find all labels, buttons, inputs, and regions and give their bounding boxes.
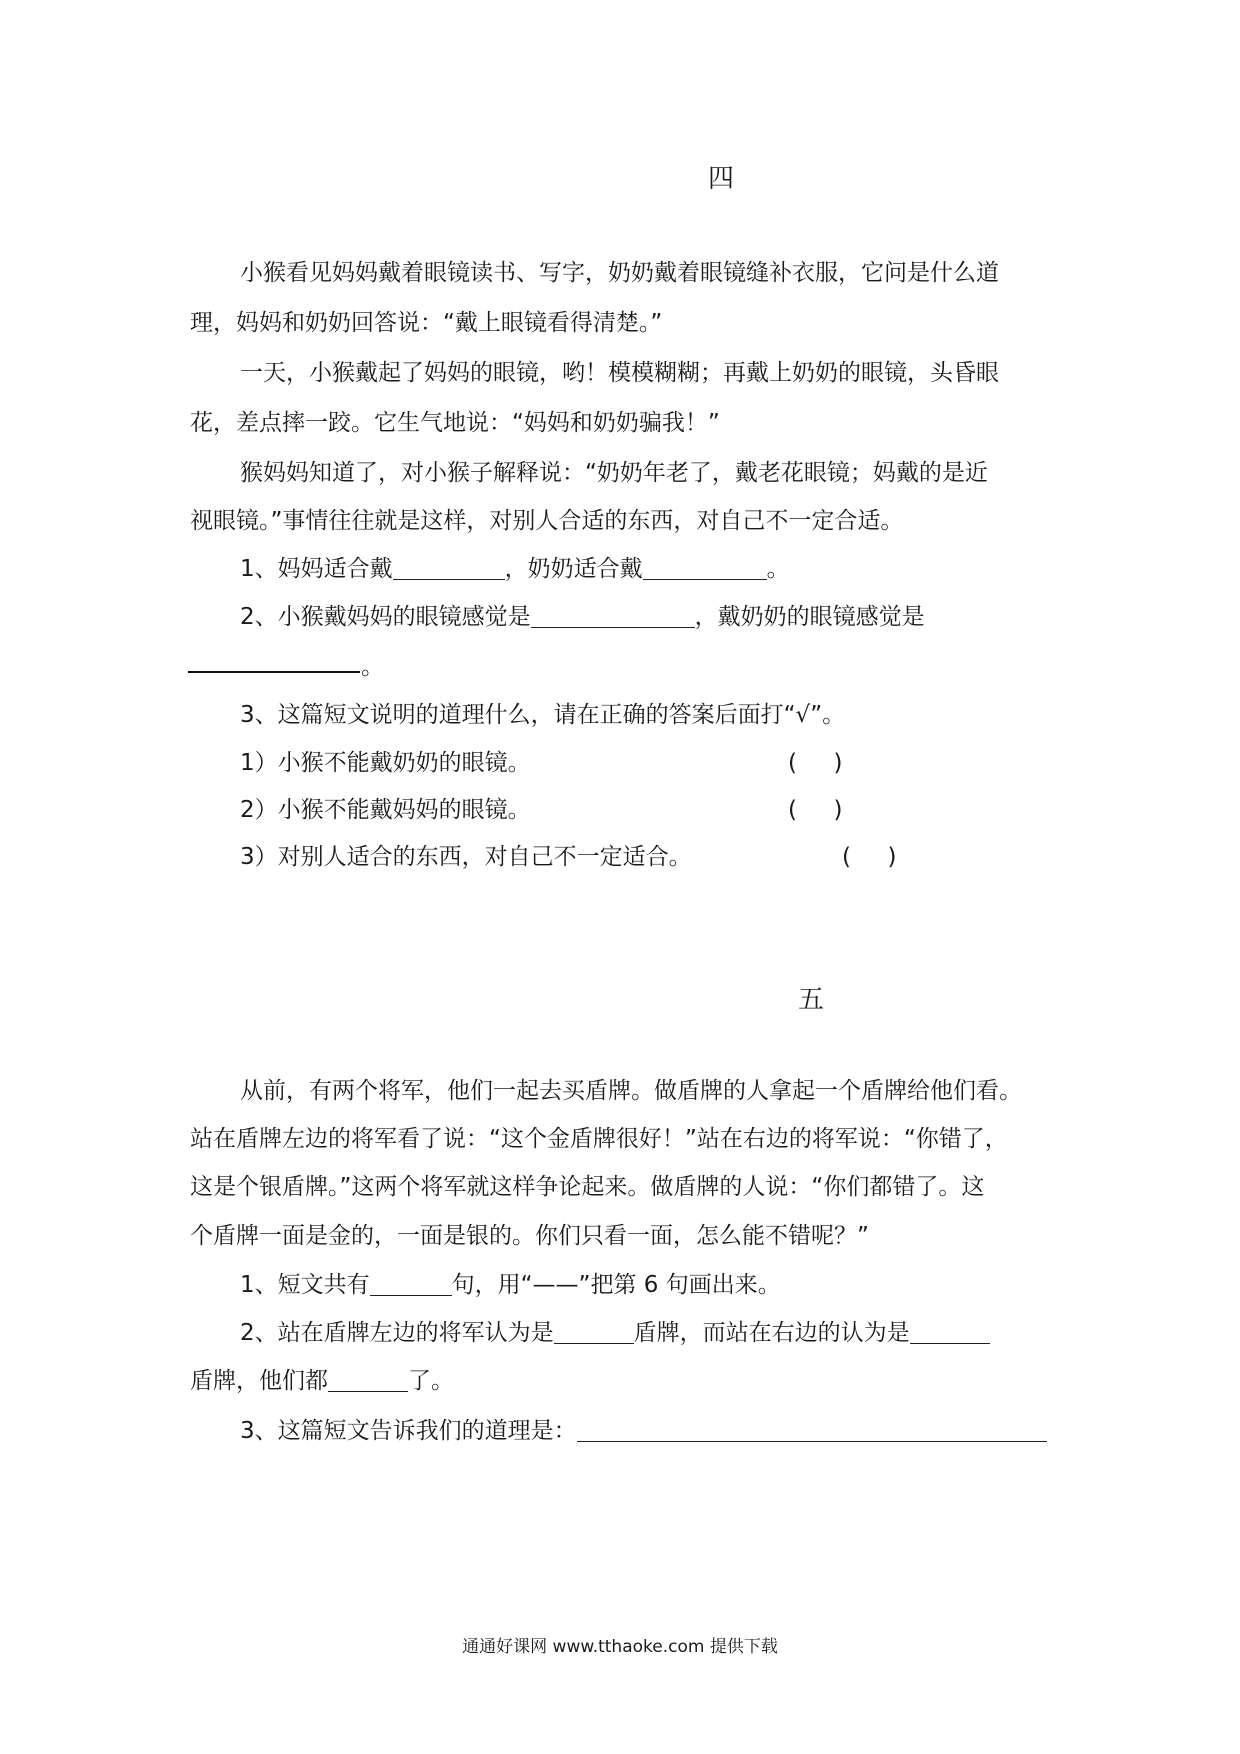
answer-blank[interactable] [188, 671, 360, 673]
section-5-paragraph-line: 这是个银盾牌。”这两个将军就这样争论起来。做盾牌的人说：“你们都错了。这 [190, 1174, 985, 1200]
question-end-mark: 。 [361, 654, 384, 680]
answer-blank[interactable] [370, 1269, 452, 1296]
question-text: 。 [766, 556, 790, 582]
question-text: 2、小猴戴妈妈的眼镜感觉是 [240, 604, 531, 630]
answer-checkbox[interactable]: ( ) [842, 844, 897, 870]
question-text: 了。 [408, 1368, 454, 1394]
section-4-paragraph-line: 小猴看见妈妈戴着眼镜读书、写字，奶奶戴着眼镜缝补衣服，它问是什么道 [240, 260, 999, 286]
question-text: 盾牌，而站在右边的认为是 [633, 1320, 910, 1346]
section-4-heading: 四 [708, 164, 735, 194]
question-text: 1、妈妈适合戴 [240, 556, 393, 582]
option-item: 3）对别人适合的东西，对自己不一定适合。 [240, 844, 692, 870]
section-4-question-3-prompt: 3、这篇短文说明的道理什么，请在正确的答案后面打“√”。 [240, 702, 846, 728]
section-5-question-1 [240, 1268, 1070, 1302]
section-5-paragraph-line: 从前，有两个将军，他们一起去买盾牌。做盾牌的人拿起一个盾牌给他们看。 [240, 1078, 1022, 1104]
footer-credit: 通通好课网 www.tthaoke.com 提供下载 [462, 1637, 778, 1657]
section-4-question-2 [240, 600, 1070, 634]
answer-blank[interactable] [554, 1317, 634, 1344]
section-5-paragraph-line: 个盾牌一面是金的，一面是银的。你们只看一面，怎么能不错呢？” [190, 1223, 869, 1249]
section-4-paragraph-line: 视眼镜。”事情往往就是这样，对别人合适的东西，对自己不一定合适。 [190, 508, 904, 534]
section-4-paragraph-line: 一天，小猴戴起了妈妈的眼镜，哟！模模糊糊；再戴上奶奶的眼镜，头昏眼 [240, 360, 999, 386]
question-text: 2、站在盾牌左边的将军认为是 [240, 1320, 554, 1346]
section-5-question-2-continued [190, 1364, 1070, 1398]
answer-blank[interactable] [393, 553, 505, 580]
answer-blank[interactable] [643, 553, 767, 580]
option-item: 1）小猴不能戴奶奶的眼镜。 [240, 750, 531, 776]
answer-blank[interactable] [531, 601, 695, 628]
question-text: ，戴奶奶的眼镜感觉是 [694, 604, 925, 630]
answer-blank[interactable] [328, 1365, 408, 1392]
answer-checkbox[interactable]: ( ) [788, 797, 843, 823]
section-4-paragraph-line: 花，差点摔一跤。它生气地说：“妈妈和奶奶骗我！” [190, 410, 720, 436]
question-text: 1、短文共有 [240, 1272, 370, 1298]
section-4-paragraph-line: 理，妈妈和奶奶回答说：“戴上眼镜看得清楚。” [190, 310, 663, 336]
answer-blank[interactable] [577, 1415, 1047, 1442]
question-text: ，奶奶适合戴 [504, 556, 643, 582]
section-5-question-2 [240, 1316, 1070, 1350]
answer-checkbox[interactable]: ( ) [788, 750, 843, 776]
option-item: 2）小猴不能戴妈妈的眼镜。 [240, 797, 531, 823]
question-text: 3、这篇短文告诉我们的道理是： [240, 1418, 577, 1444]
section-5-question-3 [240, 1414, 1070, 1448]
section-4-paragraph-line: 猴妈妈知道了，对小猴子解释说：“奶奶年老了，戴老花眼镜；妈戴的是近 [240, 460, 988, 486]
section-4-question-1 [240, 552, 1070, 586]
question-text: 句，用“——”把第 6 句画出来。 [451, 1272, 781, 1298]
answer-blank[interactable] [910, 1317, 990, 1344]
question-text: 盾牌，他们都 [190, 1368, 328, 1394]
section-5-heading: 五 [798, 985, 825, 1015]
section-5-paragraph-line: 站在盾牌左边的将军看了说：“这个金盾牌很好！”站在右边的将军说：“你错了， [190, 1126, 1008, 1152]
